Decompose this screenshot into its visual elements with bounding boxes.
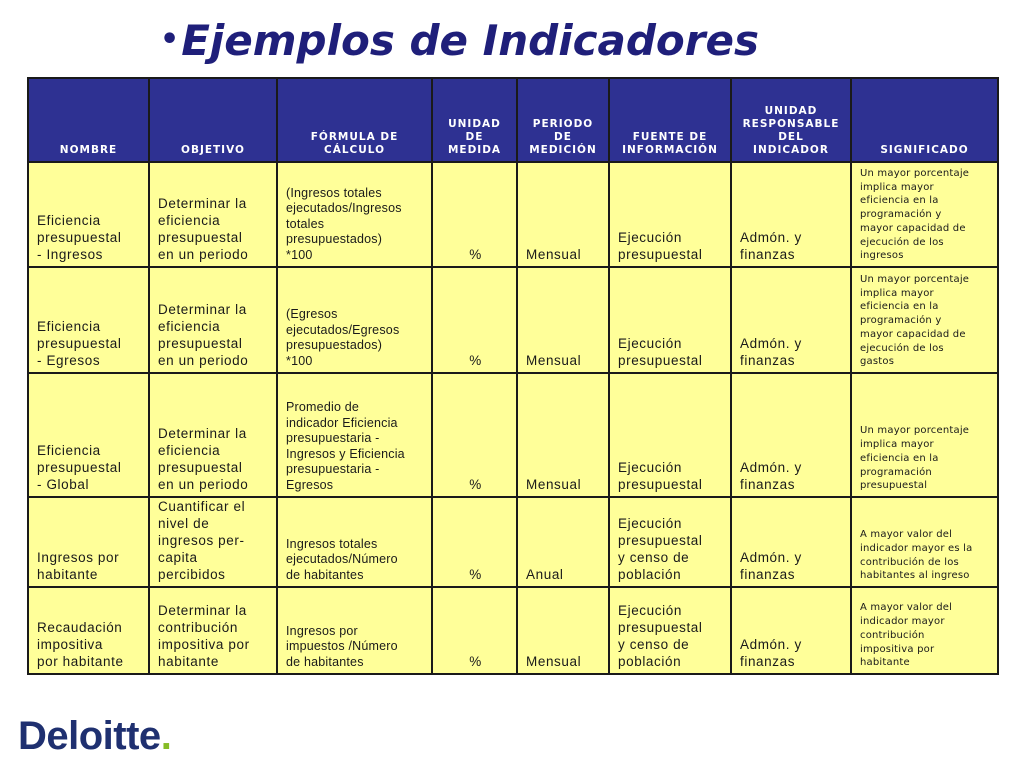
cell-formula: (Egresos ejecutados/Egresos presupuestados) *100 <box>277 267 432 373</box>
cell-periodo: Mensual <box>517 373 609 497</box>
cell-unidad: % <box>432 373 517 497</box>
cell-formula: Ingresos por impuestos /Número de habitantes <box>277 587 432 674</box>
header-formula: FÓRMULA DE CÁLCULO <box>277 78 432 162</box>
cell-unidad: % <box>432 267 517 373</box>
cell-periodo: Mensual <box>517 267 609 373</box>
cell-nombre: Eficiencia presupuestal - Ingresos <box>28 162 149 267</box>
header-nombre: NOMBRE <box>28 78 149 162</box>
header-objetivo: OBJETIVO <box>149 78 277 162</box>
header-periodo: PERIODO DE MEDICIÓN <box>517 78 609 162</box>
cell-objetivo: Determinar la contribución impositiva por habitante <box>149 587 277 674</box>
cell-nombre: Eficiencia presupuestal - Global <box>28 373 149 497</box>
table-header-row <box>28 78 998 162</box>
header-fuente: FUENTE DE INFORMACIÓN <box>609 78 731 162</box>
cell-fuente: Ejecución presupuestal y censo de población <box>609 497 731 587</box>
cell-formula: Promedio de indicador Eficiencia presupuestaria - Ingresos y Eficiencia presupuestaria - Egresos <box>277 373 432 497</box>
cell-responsable: Admón. y finanzas <box>731 162 851 267</box>
cell-responsable: Admón. y finanzas <box>731 497 851 587</box>
cell-formula: Ingresos totales ejecutados/Número de habitantes <box>277 497 432 587</box>
table-row <box>28 497 998 587</box>
table-row <box>28 373 998 497</box>
table-row <box>28 587 998 674</box>
cell-objetivo: Determinar la eficiencia presupuestal en un periodo <box>149 162 277 267</box>
cell-fuente: Ejecución presupuestal <box>609 267 731 373</box>
cell-formula: (Ingresos totales ejecutados/Ingresos totales presupuestados) *100 <box>277 162 432 267</box>
logo-text: Deloitte <box>18 714 161 758</box>
table-row <box>28 162 998 267</box>
cell-significado: Un mayor porcentaje implica mayor eficiencia en la programación presupuestal <box>851 373 998 497</box>
cell-nombre: Eficiencia presupuestal - Egresos <box>28 267 149 373</box>
table-row <box>28 267 998 373</box>
cell-objetivo: Cuantificar el nivel de ingresos per- capita percibidos <box>149 497 277 587</box>
title-text: Ejemplos de Indicadores <box>181 16 759 65</box>
cell-responsable: Admón. y finanzas <box>731 587 851 674</box>
header-significado: SIGNIFICADO <box>851 78 998 162</box>
cell-objetivo: Determinar la eficiencia presupuestal en un periodo <box>149 267 277 373</box>
indicators-table <box>27 77 999 675</box>
logo-dot-icon: . <box>160 714 172 758</box>
cell-responsable: Admón. y finanzas <box>731 373 851 497</box>
cell-significado: A mayor valor del indicador mayor contribución impositiva por habitante <box>851 587 998 674</box>
header-unidad-medida: UNIDAD DE MEDIDA <box>432 78 517 162</box>
cell-fuente: Ejecución presupuestal <box>609 373 731 497</box>
cell-nombre: Recaudación impositiva por habitante <box>28 587 149 674</box>
cell-significado: A mayor valor del indicador mayor es la contribución de los habitantes al ingreso <box>851 497 998 587</box>
cell-fuente: Ejecución presupuestal y censo de población <box>609 587 731 674</box>
cell-significado: Un mayor porcentaje implica mayor eficiencia en la programación y mayor capacidad de ejecución de los gastos <box>851 267 998 373</box>
cell-unidad: % <box>432 162 517 267</box>
header-responsable: UNIDAD RESPONSABLE DEL INDICADOR <box>731 78 851 162</box>
title-bullet-icon: • <box>160 22 180 57</box>
cell-periodo: Mensual <box>517 162 609 267</box>
deloitte-logo <box>18 716 171 756</box>
cell-periodo: Anual <box>517 497 609 587</box>
cell-unidad: % <box>432 587 517 674</box>
cell-significado: Un mayor porcentaje implica mayor eficiencia en la programación y mayor capacidad de ejecución de los ingresos <box>851 162 998 267</box>
slide-title <box>160 16 759 65</box>
cell-unidad: % <box>432 497 517 587</box>
cell-periodo: Mensual <box>517 587 609 674</box>
cell-fuente: Ejecución presupuestal <box>609 162 731 267</box>
cell-objetivo: Determinar la eficiencia presupuestal en un periodo <box>149 373 277 497</box>
cell-nombre: Ingresos por habitante <box>28 497 149 587</box>
cell-responsable: Admón. y finanzas <box>731 267 851 373</box>
